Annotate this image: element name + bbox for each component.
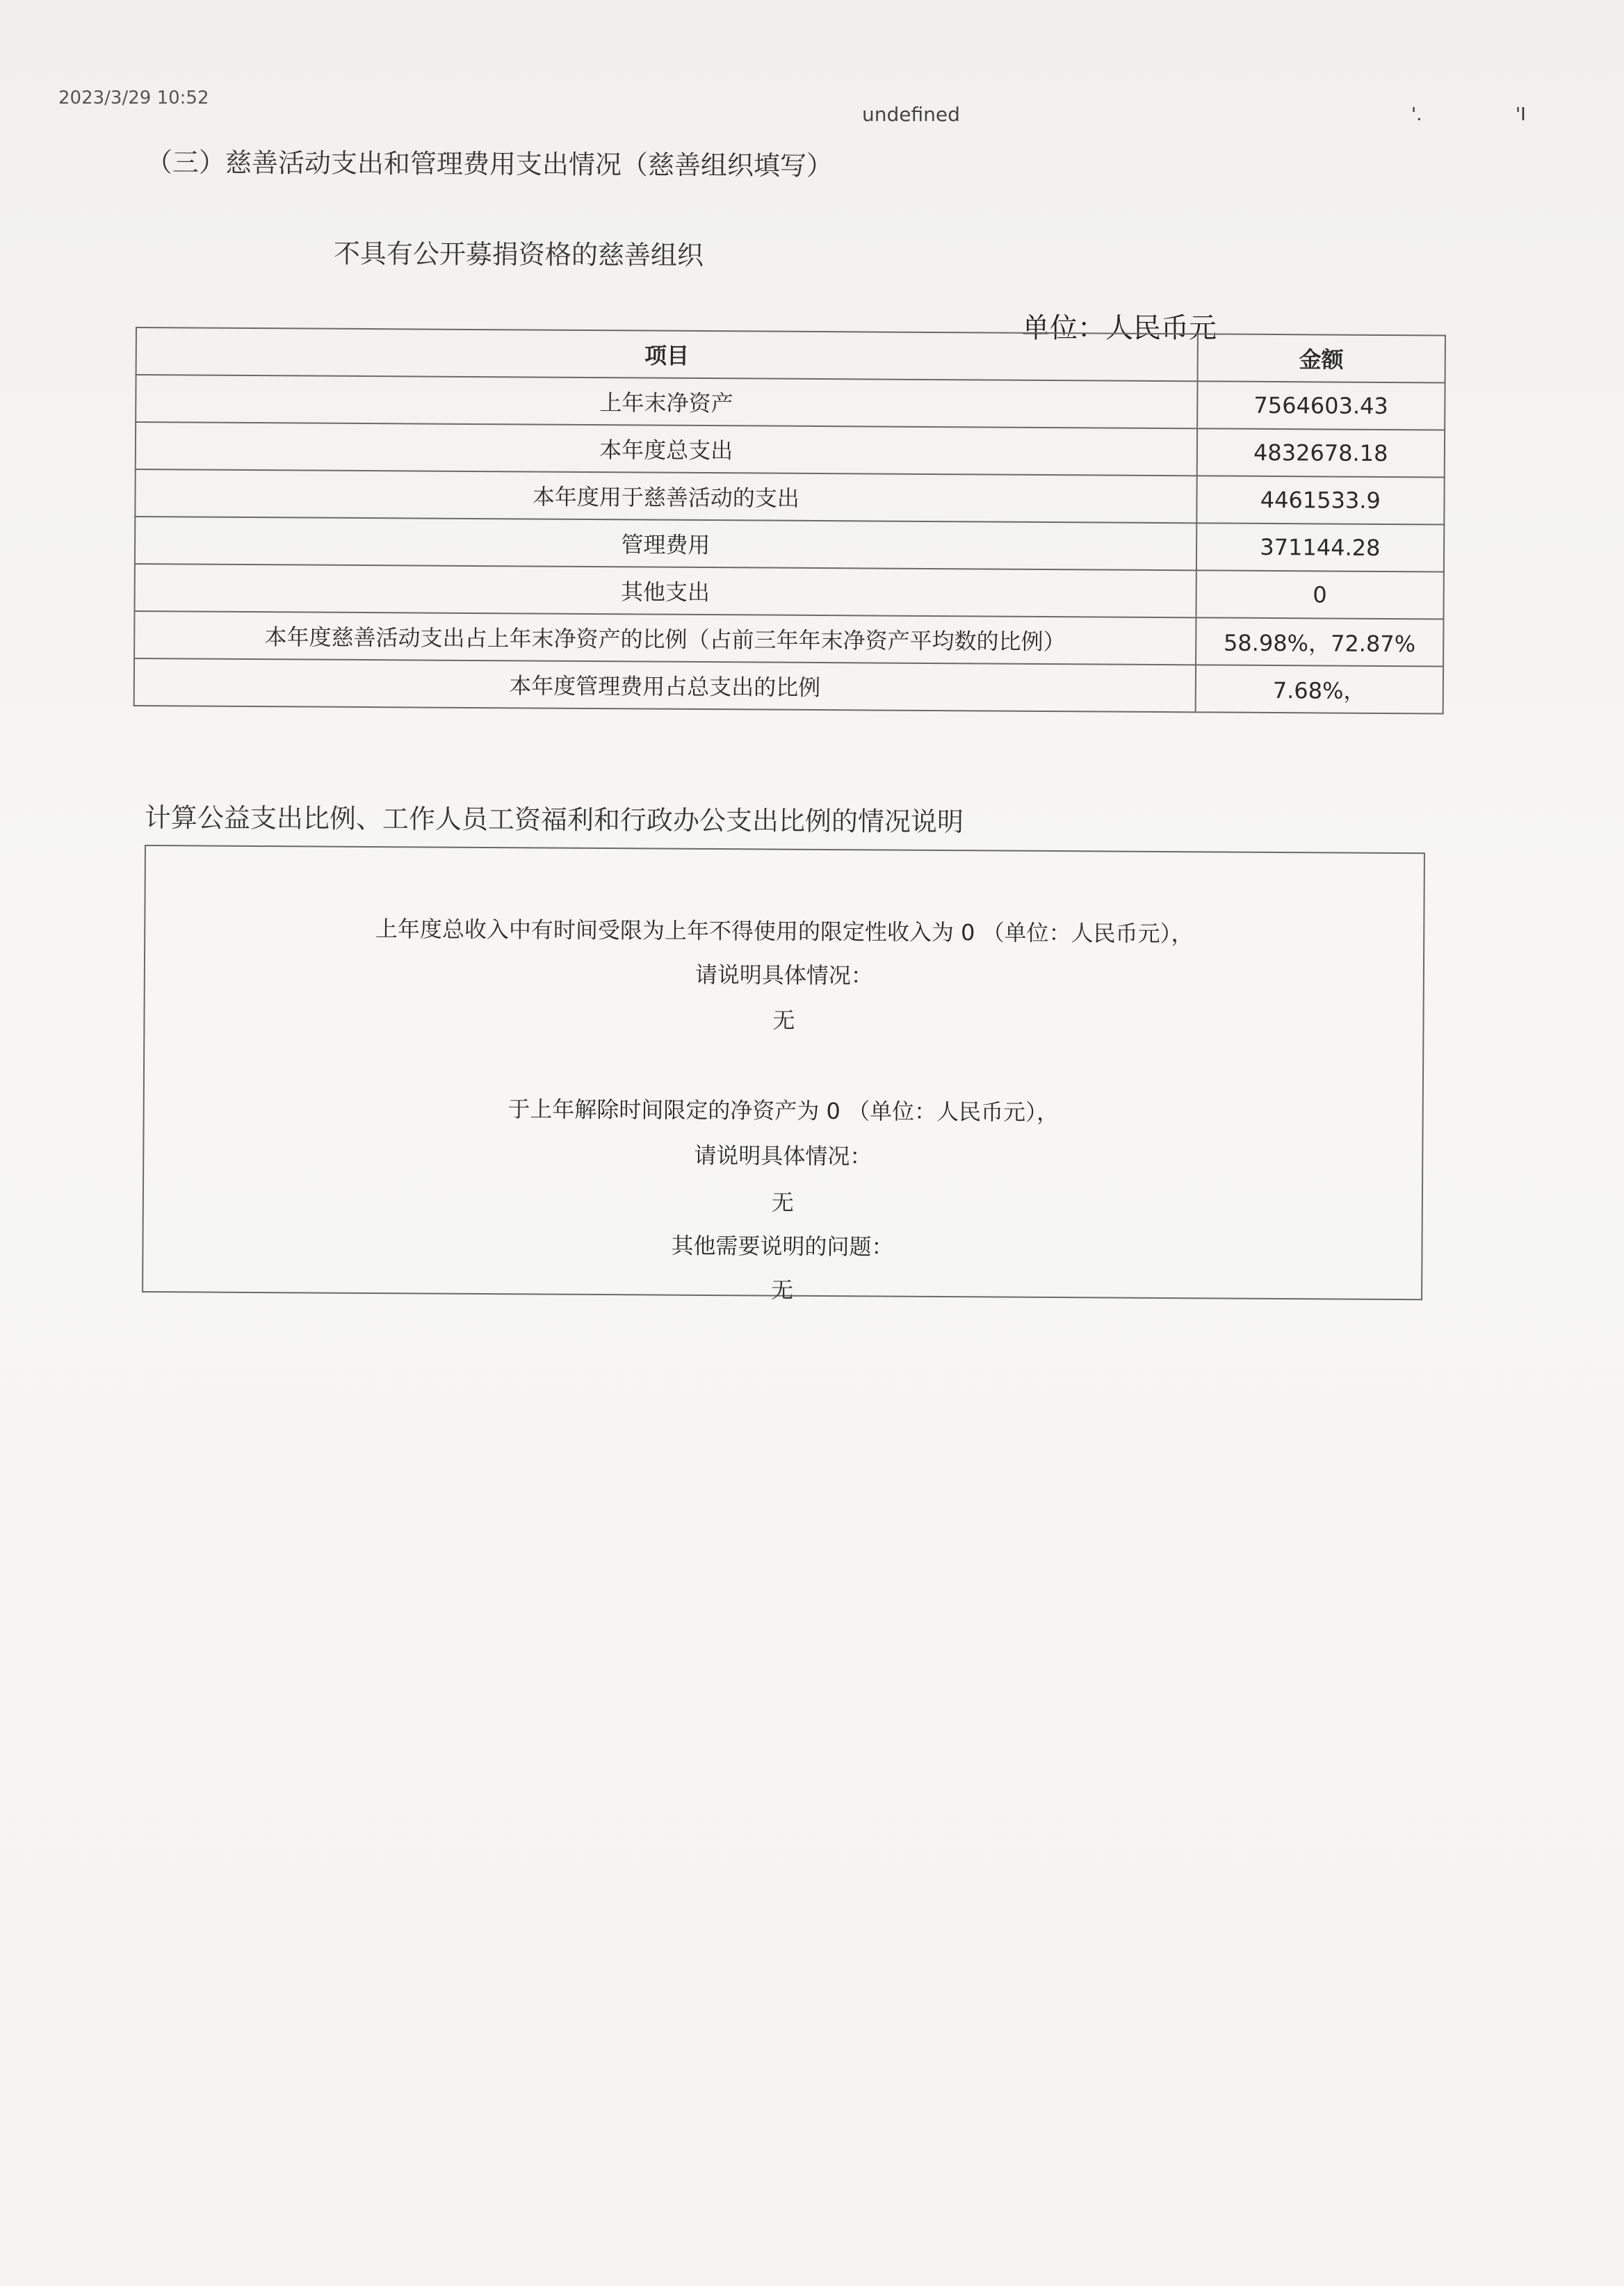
- row-item: 上年末净资产: [136, 375, 1197, 428]
- page-mark: 'I: [1516, 104, 1526, 125]
- note-other-issues: 其他需要说明的问题：: [671, 1232, 894, 1260]
- note-explain-prompt: 请说明具体情况：: [695, 961, 873, 989]
- row-item: 本年度管理费用占总支出的比例: [134, 658, 1196, 712]
- column-header-item: 项目: [136, 327, 1198, 381]
- row-item: 本年度总支出: [136, 422, 1197, 476]
- row-item: 本年度用于慈善活动的支出: [135, 469, 1196, 523]
- table-row: [136, 422, 1445, 478]
- column-header-amount: 金额: [1197, 334, 1445, 382]
- table-row: [135, 564, 1444, 619]
- expenditure-table: [133, 327, 1446, 715]
- table-header-row: [136, 327, 1445, 383]
- table-row: [135, 517, 1444, 572]
- row-amount: 58.98%，72.87%: [1196, 617, 1444, 666]
- note-explain-prompt: 请说明具体情况：: [694, 1142, 872, 1170]
- row-item: 其他支出: [135, 564, 1196, 617]
- row-amount: 4832678.18: [1196, 428, 1445, 477]
- note-answer: 无: [770, 1276, 794, 1304]
- note-answer: 无: [772, 1007, 795, 1034]
- page-mark: '.: [1411, 104, 1422, 125]
- table-row: [135, 469, 1444, 525]
- notes-section-title: 计算公益支出比例、工作人员工资福利和行政办公支出比例的情况说明: [144, 802, 964, 838]
- row-amount: 7564603.43: [1197, 381, 1445, 430]
- section-title: （三）慈善活动支出和管理费用支出情况（慈善组织填写）: [145, 147, 834, 181]
- table-row: [136, 375, 1445, 430]
- table-row: [134, 658, 1443, 714]
- note-answer: 无: [771, 1189, 794, 1216]
- row-amount: 0: [1196, 570, 1444, 619]
- row-amount: 4461533.9: [1196, 476, 1445, 524]
- note-restricted-income: 上年度总收入中有时间受限为上年不得使用的限定性收入为 0 （单位：人民币元），: [375, 916, 1194, 948]
- print-timestamp: 2023/3/29 10:52: [58, 88, 209, 108]
- row-item: 本年度慈善活动支出占上年末净资产的比例（占前三年年末净资产平均数的比例）: [134, 611, 1196, 665]
- organization-type-subtitle: 不具有公开募捐资格的慈善组织: [333, 238, 704, 271]
- header-text: undefined: [862, 103, 960, 126]
- expenditure-table-wrapper: [133, 327, 1446, 715]
- row-item: 管理费用: [135, 517, 1196, 570]
- row-amount: 7.68%，: [1195, 665, 1443, 713]
- table-row: [134, 611, 1443, 667]
- currency-unit: 单位：人民币元: [1022, 312, 1217, 344]
- note-released-assets: 于上年解除时间限定的净资产为 0 （单位：人民币元），: [508, 1096, 1059, 1126]
- row-amount: 371144.28: [1196, 523, 1444, 572]
- notes-box: [142, 845, 1425, 1304]
